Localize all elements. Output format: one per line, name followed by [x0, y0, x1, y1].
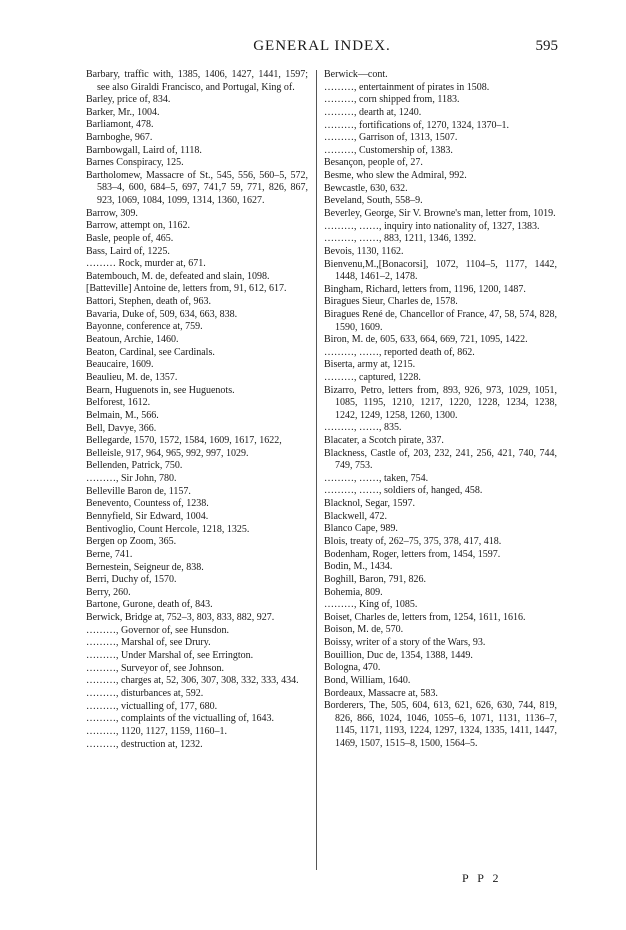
index-entry: ………, ……, taken, 754.: [324, 472, 429, 484]
index-entry: Bartone, Gurone, death of, 843.: [86, 599, 213, 611]
index-entry: ………, fortifications of, 1270, 1324, 1370–1.: [324, 119, 509, 131]
index-entry: Bennyfield, Sir Edward, 1004.: [86, 511, 209, 522]
index-entry: Barnbowgall, Laird of, 1118.: [86, 144, 202, 156]
index-entry: Bearn, Huguenots in, see Huguenots.: [86, 384, 235, 396]
index-entry: ………, ……, inquiry into nationality of, 1327, 1383.: [324, 220, 540, 232]
index-entry: Blois, treaty of, 262–75, 375, 378, 417, 418.: [324, 536, 502, 547]
index-entry: Bouillion, Duc de, 1354, 1388, 1449.: [324, 649, 473, 661]
page-title: GENERAL INDEX.: [253, 38, 391, 54]
index-entry: Bellegarde, 1570, 1572, 1584, 1609, 1617, 1622,: [86, 435, 282, 447]
index-entry: Beaucaire, 1609.: [86, 359, 154, 371]
index-entry: Bologna, 470.: [324, 662, 381, 674]
index-entry: Biron, M. de, 605, 633, 664, 669, 721, 1095, 1422.: [324, 334, 528, 346]
index-entry: Barker, Mr., 1004.: [86, 106, 160, 118]
index-entry: Beveland, South, 558–9.: [324, 195, 423, 207]
index-entry: Barliamont, 478.: [86, 119, 154, 131]
page-header: [86, 38, 558, 58]
index-entry: Belleville Baron de, 1157.: [86, 485, 191, 497]
index-column-left: [86, 69, 308, 751]
index-entry: ………, charges at, 52, 306, 307, 308, 332, 333, 434.: [86, 675, 299, 687]
index-entry: Bergen op Zoom, 365.: [86, 536, 177, 548]
index-entry: Barrow, attempt on, 1162.: [86, 220, 190, 232]
index-entry: Berne, 741.: [86, 548, 133, 560]
index-entry: Boghill, Baron, 791, 826.: [324, 573, 426, 585]
index-entry: Belforest, 1612.: [86, 397, 151, 409]
index-entry: Bodin, M., 1434.: [324, 561, 393, 573]
index-entry: Biragues René de, Chancellor of France, 47, 58, 574, 828, 1590, 1609.: [324, 309, 557, 333]
index-column-right: [324, 69, 557, 750]
index-entry: Barrow, 309.: [86, 207, 138, 219]
index-entry: Bass, Laird of, 1225.: [86, 245, 170, 257]
index-entry: ………, ……, 883, 1211, 1346, 1392.: [324, 233, 477, 245]
index-entry: Boissy, writer of a story of the Wars, 93.: [324, 637, 486, 649]
index-entry: Borderers, The, 505, 604, 613, 621, 626, 630, 744, 819, 826, 866, 1024, 1046, 1055–6, 1071, 1131, 1136–7, 1145, 1171, 1193, 1224, 1297, 1324, 1335, 1411, 1447, 1469, 1507, 1515–8, 1500, 1564–5.: [324, 700, 557, 749]
index-entry: ………, dearth at, 1240.: [324, 106, 422, 118]
index-entry: Beaton, Cardinal, see Cardinals.: [86, 346, 215, 358]
index-entry: Belmain, M., 566.: [86, 409, 159, 421]
index-entry: ………, destruction at, 1232.: [86, 738, 203, 750]
index-entry: Beatoun, Archie, 1460.: [86, 334, 179, 346]
index-entry: [Batteville] Antoine de, letters from, 91, 612, 617.: [86, 283, 287, 295]
index-entry: ………, Sir John, 780.: [86, 473, 177, 485]
index-entry: Basle, people of, 465.: [86, 232, 174, 244]
index-entry: Batembouch, M. de, defeated and slain, 1098.: [86, 270, 270, 282]
index-entry: Bohemia, 809.: [324, 586, 383, 598]
index-entry: ………, ……, reported death of, 862.: [324, 346, 475, 358]
index-entry: Berwick, Bridge at, 752–3, 803, 833, 882, 927.: [86, 612, 275, 624]
index-entry: Berwick—cont.: [324, 69, 388, 80]
index-entry: Bizarro, Petro, letters from, 893, 926, 973, 1029, 1051, 1085, 1195, 1210, 1217, 1220, 1228, 1234, 1238, 1242, 1249, 1258, 1260, 1300.: [324, 384, 557, 421]
index-entry: Barbary, traffic with, 1385, 1406, 1427, 1441, 1597; see also Giraldi Francisco, and Portugal, King of.: [86, 69, 308, 93]
index-entry: ………, entertainment of pirates in 1508.: [324, 81, 490, 93]
index-entry: Boiset, Charles de, letters from, 1254, 1611, 1616.: [324, 611, 526, 623]
index-entry: ………, corn shipped from, 1183.: [324, 94, 460, 106]
index-entry: Belleisle, 917, 964, 965, 992, 997, 1029.: [86, 447, 249, 459]
index-entry: Bingham, Richard, letters from, 1196, 1200, 1487.: [324, 283, 526, 295]
index-entry: Bartholomew, Massacre of St., 545, 556, 560–5, 572, 583–4, 600, 684–5, 697, 741,7 59, 771, 826, 867, 923, 1069, 1084, 1099, 1314, 1360, 1627.: [86, 169, 308, 206]
index-entry: Bavaria, Duke of, 509, 634, 663, 838.: [86, 308, 238, 320]
index-entry: Bordeaux, Massacre at, 583.: [324, 687, 438, 699]
index-entry: Beverley, George, Sir V. Browne's man, letter from, 1019.: [324, 208, 556, 220]
index-entry: Blacknol, Segar, 1597.: [324, 498, 415, 510]
index-entry: Blackwell, 472.: [324, 510, 388, 522]
index-entry: ………, Under Marshal of, see Errington.: [86, 650, 254, 662]
index-entry: Beaulieu, M. de, 1357.: [86, 371, 178, 383]
index-entry: Blackness, Castle of, 203, 232, 241, 256, 421, 740, 744, 749, 753.: [324, 447, 557, 472]
index-entry: ………, captured, 1228.: [324, 372, 421, 384]
index-entry: ………, ……, soldiers of, hanged, 458.: [324, 485, 483, 497]
index-entry: Boison, M. de, 570.: [324, 624, 404, 636]
index-entry: Besme, who slew the Admiral, 992.: [324, 170, 467, 182]
index-entry: ………, disturbances at, 592.: [86, 687, 204, 699]
index-entry: ………, 1120, 1127, 1159, 1160–1.: [86, 725, 228, 737]
index-entry: ………, complaints of the victualling of, 1643.: [86, 713, 275, 725]
index-entry: Bienvenu,M.,[Bonacorsi], 1072, 1104–5, 1177, 1442, 1448, 1461–2, 1478.: [324, 258, 557, 283]
index-entry: Barley, price of, 834.: [86, 94, 171, 106]
index-entry: Bodenham, Roger, letters from, 1454, 1597.: [324, 548, 501, 560]
index-entry: Bewcastle, 630, 632.: [324, 182, 408, 194]
page-number: 595: [535, 38, 558, 54]
index-entry: Berry, 260.: [86, 586, 131, 598]
index-entry: Blanco Cape, 989.: [324, 523, 398, 535]
signature-mark: P P 2: [462, 871, 502, 885]
index-entry: ………, Marshal of, see Drury.: [86, 637, 211, 649]
index-entry: ………, Governor of, see Hunsdon.: [86, 624, 230, 636]
index-entry: Bell, Davye, 366.: [86, 422, 157, 434]
index-entry: ………, ……, 835.: [324, 422, 402, 434]
index-entry: Bond, William, 1640.: [324, 675, 411, 687]
index-entry: Besançon, people of, 27.: [324, 157, 423, 169]
index-entry: Bevois, 1130, 1162.: [324, 245, 404, 257]
index-entry: Blacater, a Scotch pirate, 337.: [324, 435, 444, 447]
index-entry: Barnes Conspiracy, 125.: [86, 157, 184, 169]
column-divider: [316, 70, 317, 870]
index-entry: Bayonne, conference at, 759.: [86, 321, 203, 333]
index-entry: Bentivoglio, Count Hercole, 1218, 1325.: [86, 523, 250, 535]
index-entry: Bellenden, Patrick, 750.: [86, 460, 183, 472]
index-entry: ………, Garrison of, 1313, 1507.: [324, 132, 458, 144]
index-entry: Benevento, Countess of, 1238.: [86, 498, 209, 510]
index-entry: ………, victualling of, 177, 680.: [86, 700, 218, 712]
index-entry: ……… Rock, murder at, 671.: [86, 258, 206, 270]
index-entry: Biragues Sieur, Charles de, 1578.: [324, 296, 458, 308]
index-entry: ………, King of, 1085.: [324, 599, 418, 611]
index-entry: Berri, Duchy of, 1570.: [86, 574, 177, 586]
index-entry: Barnboghe, 967.: [86, 132, 153, 144]
index-entry: ………, Customership of, 1383.: [324, 144, 453, 156]
index-entry: Biserta, army at, 1215.: [324, 359, 416, 371]
index-entry: Bernestein, Seigneur de, 838.: [86, 561, 204, 573]
index-entry: ………, Surveyor of, see Johnson.: [86, 662, 225, 674]
index-entry: Battori, Stephen, death of, 963.: [86, 296, 211, 308]
